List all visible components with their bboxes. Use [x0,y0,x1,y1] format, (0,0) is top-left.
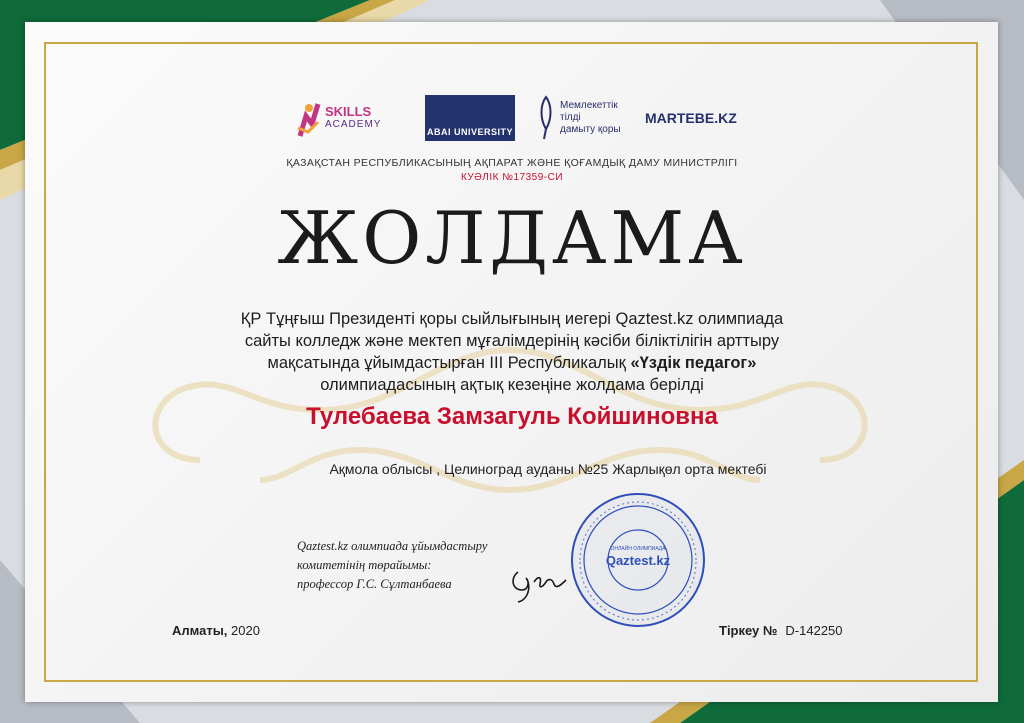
abai-university-logo [425,92,515,144]
skills-academy-logo [296,92,381,144]
committee-signatory [297,537,487,594]
reg-number: D-142250 [785,623,843,638]
memleket-line2: тілді [560,112,581,123]
skills-person-icon [296,98,322,138]
registration-number [719,623,843,638]
body-line-3-text: мақсатында ұйымдастырған III Республикалық [267,354,631,372]
page-title: ЖОЛДАМА [277,196,747,280]
footer-city [172,623,260,638]
committee-line-3: профессор Г.С. Сұлтанбаева [297,577,452,591]
abai-name: ABAI UNIVERSITY [425,95,515,141]
certificate-body [160,308,864,396]
school-name: Ақмола облысы , Целиноград ауданы №25 Жарлықөл орта мектебі [329,461,767,477]
body-line-2: сайты колледж және мектеп мұғалімдерінің кәсіби біліктілігін арттыру [244,332,780,350]
memleket-line3: дамыту қоры [560,124,621,135]
martebe-logo: MARTEBE.KZ [645,110,737,126]
skills-name: SKILLS [325,104,372,119]
body-line-1: ҚР Тұңғыш Президенті қоры сыйлығының иегері Qaztest.kz олимпиада [240,310,784,328]
olympiad-name: «Үздік педагог» [630,354,757,372]
signature-icon [508,560,568,608]
city-name: Алматы, [172,623,228,638]
memleket-line1: Мемлекеттік [560,100,618,111]
body-line-4: олимпиадасының ақтық кезеңіне жолдама берілді [320,376,704,394]
skills-sub: ACADEMY [325,119,382,130]
year: 2020 [231,623,260,638]
feather-icon [538,95,554,141]
committee-line-2: комитетінің төрайымы: [297,558,432,572]
recipient-name: Тулебаева Замзагуль Койшиновна [306,403,718,430]
stamp-center-text: Qaztest.kz [605,553,671,568]
ministry-line: ҚАЗАҚСТАН РЕСПУБЛИКАСЫНЫҢ АҚПАРАТ ЖӘНЕ ҚОҒАМДЫҚ ДАМУ МИНИСТРЛІГІ [286,157,738,169]
stamp-seal [568,490,708,630]
stamp-top-text: ОНЛАЙН ОЛИМПИАДА [610,546,666,552]
reg-label: Тіркеу № [719,623,778,638]
body-line-3 [160,352,864,374]
committee-line-1: Qaztest.kz олимпиада ұйымдастыру [297,539,488,553]
memleket-logo [538,92,621,144]
partner-logos [0,92,1024,144]
license-number: КУӘЛІК №17359-СИ [460,172,564,183]
